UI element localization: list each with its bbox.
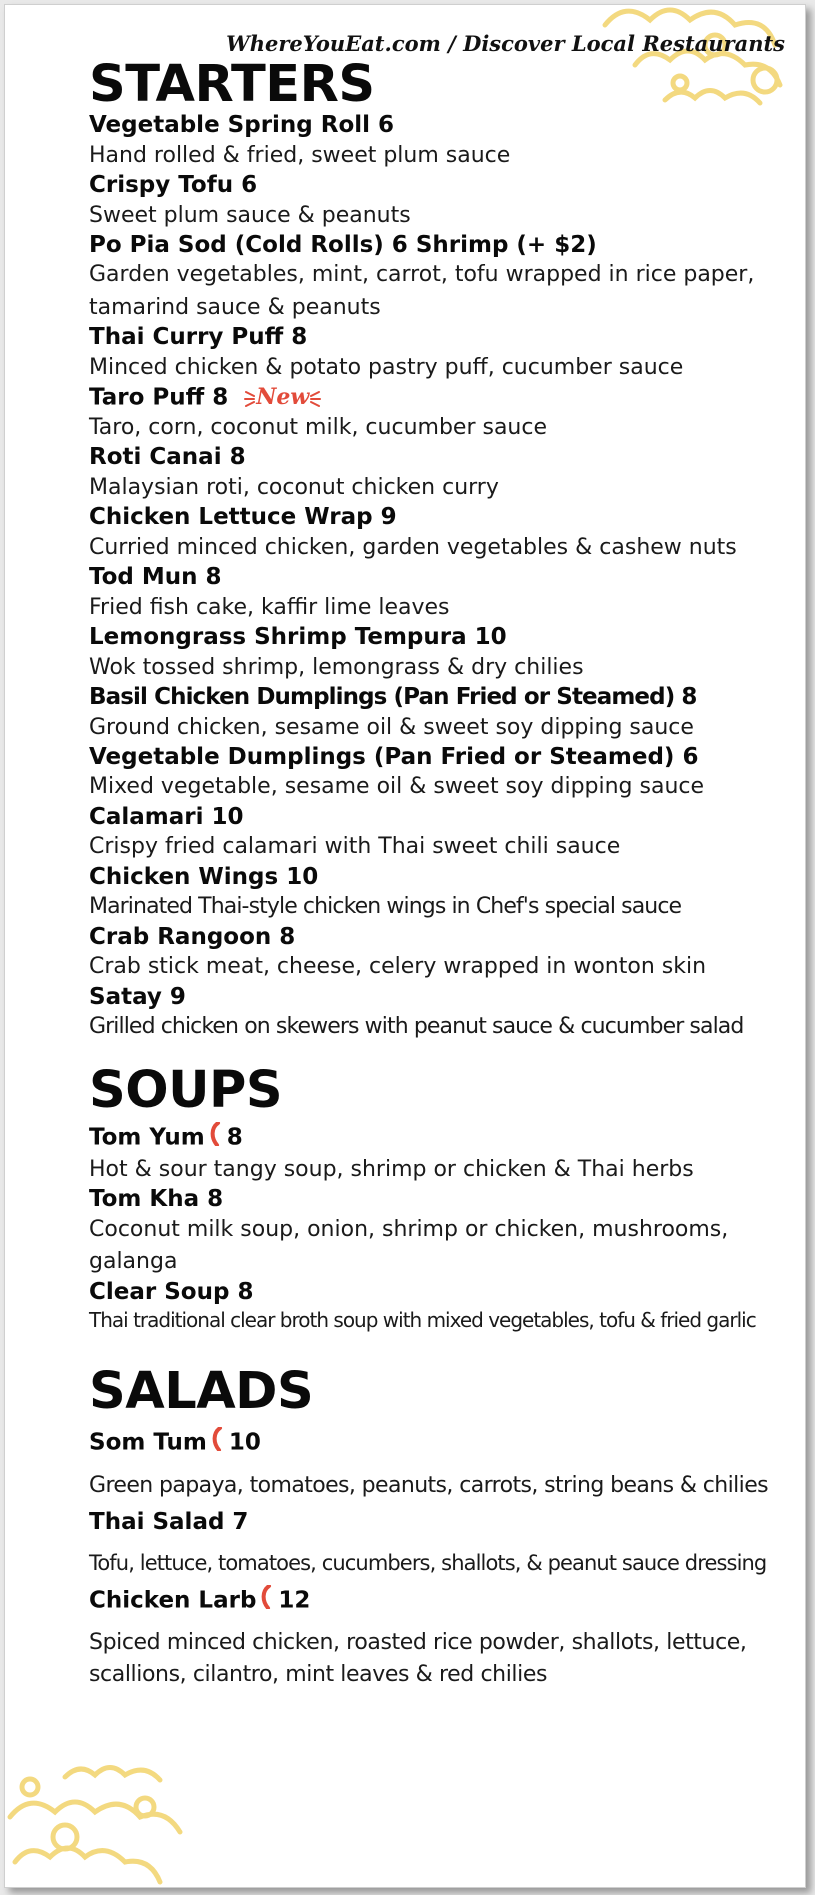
- item-name: Taro Puff 8: [89, 384, 229, 411]
- item-name: Tod Mun 8: [89, 564, 222, 591]
- item-description: Marinated Thai-style chicken wings in Chef's special sauce: [89, 894, 682, 920]
- item-description: Coconut milk soup, onion, shrimp or chicken, mushrooms, galanga: [89, 1216, 729, 1275]
- new-label: New: [256, 384, 310, 411]
- item-price: 8: [226, 1124, 243, 1151]
- sparkle-left-icon: [244, 388, 256, 410]
- menu-item: [89, 1585, 804, 1691]
- item-name: Thai Salad 7: [89, 1508, 249, 1535]
- item-price: 10: [228, 1428, 261, 1455]
- item-name: Calamari 10: [89, 803, 244, 830]
- menu-item: [89, 564, 804, 624]
- item-name-row: [89, 1585, 804, 1617]
- item-name: Crispy Tofu 6: [89, 171, 258, 198]
- item-name-row: [89, 384, 804, 412]
- item-name: Po Pia Sod (Cold Rolls) 6 Shrimp (+ $2): [89, 231, 597, 258]
- item-description: Mixed vegetable, sesame oil & sweet soy dipping sauce: [89, 774, 705, 800]
- item-name: Clear Soup 8: [89, 1278, 254, 1305]
- item-name: Chicken Larb: [89, 1587, 257, 1614]
- item-description: Minced chicken & potato pastry puff, cucumber sauce: [89, 354, 684, 380]
- new-badge: [244, 384, 321, 412]
- item-description: Spiced minced chicken, roasted rice powder, shallots, lettuce, scallions, cilantro, mint leaves & red chilies: [89, 1629, 747, 1687]
- menu-item: [89, 172, 804, 232]
- item-name: Crab Rangoon 8: [89, 923, 296, 950]
- item-name: Chicken Lettuce Wrap 9: [89, 504, 397, 531]
- menu-item: [89, 1509, 804, 1579]
- section-title-soups: SOUPS: [89, 1061, 283, 1121]
- chili-pepper-icon: [209, 1122, 221, 1154]
- menu-item: [89, 504, 804, 564]
- menu-page: [4, 4, 806, 1888]
- item-description: Tofu, lettuce, tomatoes, cucumbers, shallots, & peanut sauce dressing: [89, 1551, 767, 1576]
- gold-cloud-decoration-bottom: [5, 1747, 255, 1887]
- chili-pepper-icon: [211, 1427, 223, 1459]
- menu-item: [89, 324, 804, 384]
- menu-item: [89, 112, 804, 172]
- menu-item: [89, 984, 804, 1044]
- menu-item: [89, 924, 804, 984]
- item-description: Taro, corn, coconut milk, cucumber sauce: [89, 414, 547, 440]
- sparkle-right-icon: [309, 388, 321, 410]
- item-description: Crab stick meat, cheese, celery wrapped in wonton skin: [89, 954, 707, 980]
- menu-item: [89, 1279, 804, 1336]
- item-name: Som Tum: [89, 1428, 207, 1455]
- section-soups: [89, 1061, 804, 1335]
- item-name-row: [89, 1122, 804, 1154]
- item-name: Thai Curry Puff 8: [89, 324, 308, 351]
- section-salads: [89, 1361, 804, 1692]
- section-starters: [89, 55, 804, 1043]
- menu-item: [89, 1186, 804, 1278]
- item-description: Thai traditional clear broth soup with mixed vegetables, tofu & fried garlic: [89, 1308, 756, 1333]
- item-name: Basil Chicken Dumplings (Pan Fried or Steamed) 8: [89, 683, 697, 710]
- item-description: Wok tossed shrimp, lemongrass & dry chilies: [89, 654, 584, 680]
- menu-item: [89, 804, 804, 864]
- item-description: Malaysian roti, coconut chicken curry: [89, 474, 499, 500]
- item-name: Lemongrass Shrimp Tempura 10: [89, 624, 507, 650]
- item-description: Curried minced chicken, garden vegetables & cashew nuts: [89, 534, 737, 560]
- item-description: Crispy fried calamari with Thai sweet chili sauce: [89, 834, 621, 860]
- menu-item: [89, 384, 804, 444]
- item-description: Grilled chicken on skewers with peanut sauce & cucumber salad: [89, 1014, 744, 1040]
- item-description: Sweet plum sauce & peanuts: [89, 202, 411, 228]
- item-name: Vegetable Spring Roll 6: [89, 112, 395, 138]
- menu-item: [89, 232, 804, 324]
- item-name: Tom Kha 8: [89, 1186, 224, 1213]
- chili-pepper-icon: [260, 1585, 272, 1617]
- item-description: Green papaya, tomatoes, peanuts, carrots, string beans & chilies: [89, 1473, 768, 1499]
- item-name: Vegetable Dumplings (Pan Fried or Steamed) 6: [89, 743, 699, 770]
- item-name: Roti Canai 8: [89, 444, 246, 471]
- menu-item: [89, 1122, 804, 1186]
- menu-item: [89, 744, 804, 804]
- section-title-starters: STARTERS: [89, 55, 375, 114]
- item-name-row: [89, 1427, 804, 1459]
- item-description: Hand rolled & fried, sweet plum sauce: [89, 142, 511, 168]
- item-name: Chicken Wings 10: [89, 863, 319, 890]
- item-description: Hot & sour tangy soup, shrimp or chicken & Thai herbs: [89, 1157, 694, 1183]
- item-description: Fried fish cake, kaffir lime leaves: [89, 594, 450, 620]
- menu-item: [89, 684, 804, 744]
- item-description: Garden vegetables, mint, carrot, tofu wrapped in rice paper, tamarind sauce & peanuts: [89, 262, 755, 320]
- section-title-salads: SALADS: [89, 1361, 314, 1421]
- item-name: Satay 9: [89, 983, 186, 1010]
- item-name: Tom Yum: [89, 1124, 205, 1151]
- site-watermark: WhereYouEat.com / Discover Local Restaurants: [226, 31, 785, 56]
- menu-item: [89, 864, 804, 924]
- item-description: Ground chicken, sesame oil & sweet soy dipping sauce: [89, 714, 694, 740]
- menu-item: [89, 624, 804, 684]
- item-price: 12: [278, 1587, 311, 1614]
- menu-content: [89, 53, 804, 1691]
- menu-item: [89, 1427, 804, 1503]
- menu-item: [89, 444, 804, 504]
